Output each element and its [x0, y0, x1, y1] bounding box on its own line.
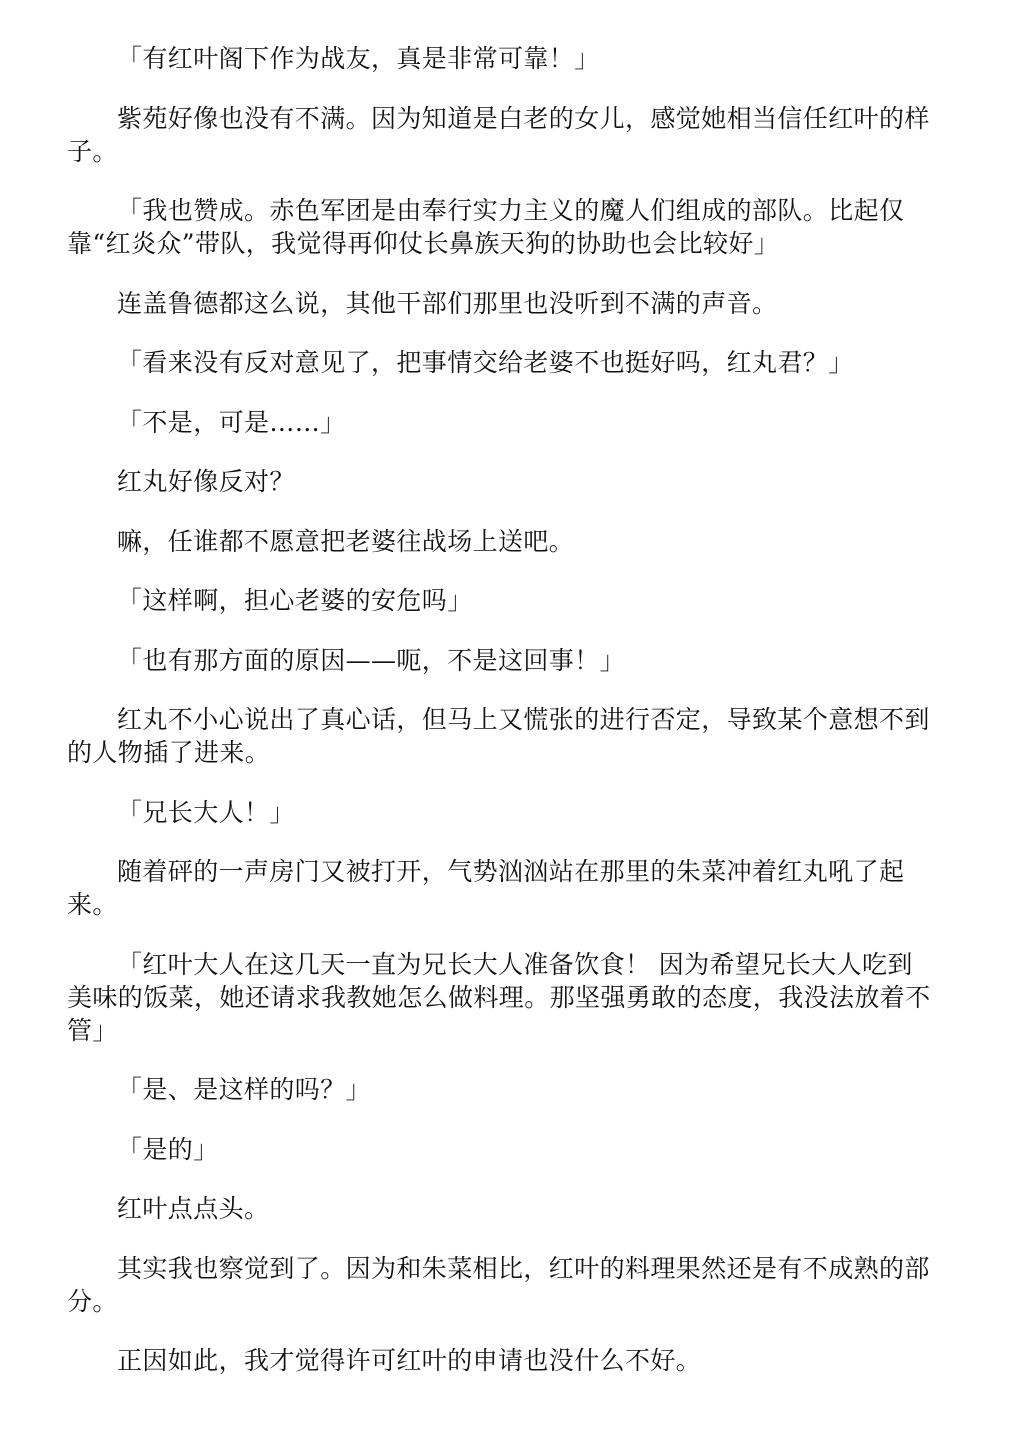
- paragraph: 红叶点点头。: [117, 1194, 270, 1223]
- paragraph: 「有红叶阁下作为战友，真是非常可靠！」: [117, 44, 600, 73]
- paragraph: 「兄长大人！」: [117, 797, 295, 827]
- paragraph: 连盖鲁德都这么说，其他干部们那里也没听到不满的声音。: [117, 288, 778, 318]
- paragraph: 「我也赞成。赤色军团是由奉行实力主义的魔人们组成的部队。比起仅靠“红炎众”带队，我觉得再仰仗长鼻族天狗的协助也会比较好」: [67, 196, 905, 258]
- paragraph: 「这样啊，担心老婆的安危吗」: [117, 586, 473, 615]
- paragraph: 随着砰的一声房门又被打开，气势汹汹站在那里的朱菜冲着红丸吼了起来。: [67, 857, 905, 919]
- paragraph: 嘛，任谁都不愿意把老婆往战场上送吧。: [117, 526, 575, 556]
- paragraph: 「红叶大人在这几天一直为兄长大人准备饮食！ 因为希望兄长大人吃到美味的饭菜，她还请求我教她怎么做料理。那坚强勇敢的态度，我没法放着不管」: [67, 949, 931, 1045]
- paragraph: 「不是，可是……」: [117, 407, 346, 437]
- paragraph: 紫苑好像也没有不满。因为知道是白老的女儿，感觉她相当信任红叶的样子。: [67, 103, 930, 166]
- paragraph: 其实我也察觉到了。因为和朱菜相比，红叶的料理果然还是有不成熟的部分。: [67, 1253, 930, 1316]
- paragraph: 「是、是这样的吗？」: [117, 1075, 372, 1104]
- paragraph: 红丸好像反对？: [117, 467, 295, 496]
- paragraph: 红丸不小心说出了真心话，但马上又慌张的进行否定，导致某个意想不到的人物插了进来。: [67, 705, 930, 767]
- paragraph: 正因如此，我才觉得许可红叶的申请也没什么不好。: [117, 1346, 702, 1375]
- paragraph: 「看来没有反对意见了，把事情交给老婆不也挺好吗，红丸君？」: [117, 348, 854, 377]
- paragraph: 「也有那方面的原因——呃，不是这回事！」: [117, 645, 626, 675]
- paragraph: 「是的」: [117, 1134, 219, 1164]
